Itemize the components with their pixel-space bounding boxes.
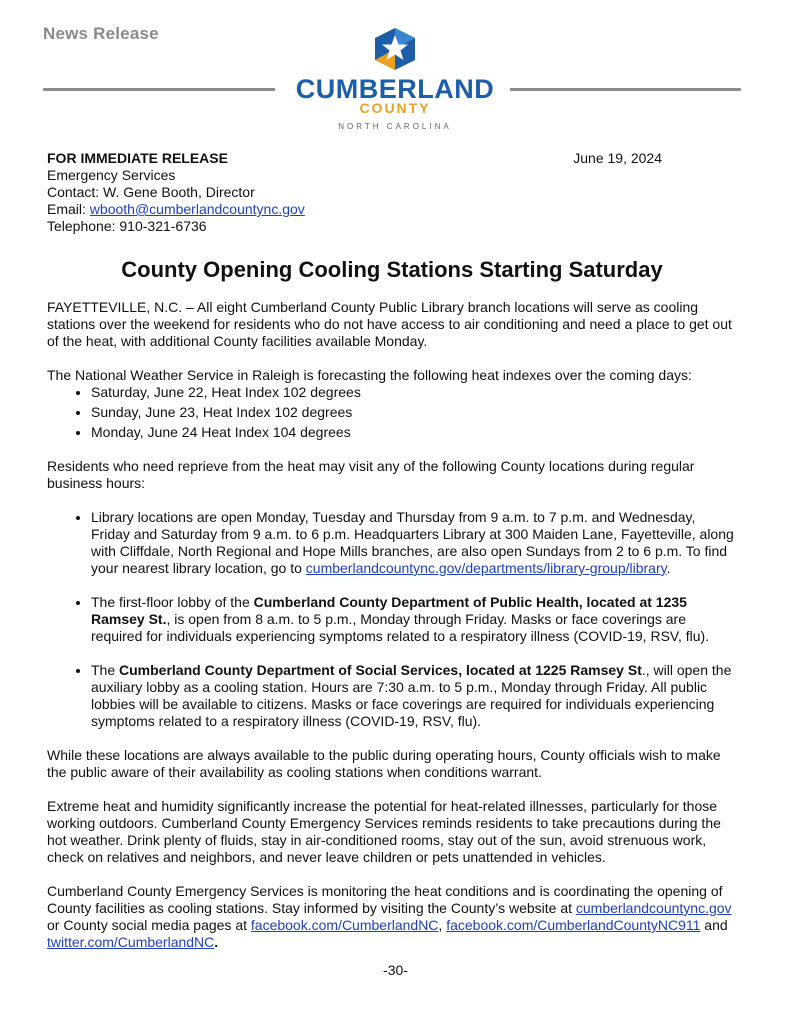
locations-list [47,509,737,730]
contact: Contact: W. Gene Booth, Director [47,184,255,200]
list-item-public-health: • The first-floor lobby of the Cumberland County Department of Public Health, located at 1235 Ramsey St., is open from 8 a.m. to 5 p.m., Monday through Friday. Masks or face coverings are required for individuals experiencing symptoms related to a respiratory illness (COVID-19, RSV, flu). [91,594,737,645]
release-label: FOR IMMEDIATE RELEASE [47,150,228,166]
logo-state: NORTH CAROLINA [338,122,452,131]
release-date: June 19, 2024 [573,150,662,166]
logo-title: CUMBERLAND [295,74,495,104]
email-line [47,201,737,218]
header-rule-left [43,88,275,91]
forecast-list [47,384,737,441]
list-item-library: • Library locations are open Monday, Tuesday and Thursday from 9 a.m. to 7 p.m. and Wednesday, Friday and Saturday from 9 a.m. to 6 p.m. Headquarters Library at 300 Maiden Lane, Fayetteville, along with Cliffdale, North Regional and Hope Mills branches, are also open Sundays from 2 to 6 p.m. To find your nearest library location, go to cumberlandcountync.gov/departments/library-group/library. [91,509,737,577]
county-website-link[interactable]: cumberlandcountync.gov [575,900,732,916]
list-item: • Saturday, June 22, Heat Index 102 degrees [91,384,737,401]
header-rule-right [510,88,741,91]
page-title: County Opening Cooling Stations Starting Saturday [121,257,663,282]
press-release-body [47,150,737,968]
list-item: • Sunday, June 23, Heat Index 102 degrees [91,404,737,421]
twitter-link[interactable]: twitter.com/CumberlandNC [47,934,215,950]
availability-paragraph: While these locations are always available to the public during operating hours, County officials wish to make the public aware of their availability as cooling stations when conditions warrant. [47,747,721,780]
department: Emergency Services [47,167,176,183]
intro-paragraph: FAYETTEVILLE, N.C. – All eight Cumberland County Public Library branch locations will serve as cooling stations over the weekend for residents who do not have access to air conditioning and need a place to get out of the heat, with additional County facilities available Monday. [47,299,732,349]
email-link[interactable]: wbooth@cumberlandcountync.gov [89,201,305,217]
logo-county: COUNTY [359,100,431,116]
facebook-link-911[interactable]: facebook.com/CumberlandCountyNC911 [446,917,701,933]
email-label: Email: [47,201,90,217]
monitoring-paragraph: Cumberland County Emergency Services is monitoring the heat conditions and is coordinating the opening of County facilities as cooling stations. Stay informed by visiting the County’s website at cumberlandcountync.gov or County social media pages at facebook.com/CumberlandNC, facebook.com/CumberlandCountyNC911 and twitter.com/CumberlandNC. [47,883,732,950]
county-logo-star-icon [372,26,418,72]
list-item-social-services: • The Cumberland County Department of Social Services, located at 1225 Ramsey St., will open the auxiliary lobby as a cooling station. Hours are 7:30 a.m. to 5 p.m., Monday through Friday. All public lobbies will be available to citizens. Masks or face coverings are required for individuals experiencing symptoms related to a respiratory illness (COVID-19, RSV, flu). [91,662,737,730]
forecast-intro: The National Weather Service in Raleigh is forecasting the following heat indexes over the coming days: [47,367,692,383]
telephone: Telephone: 910-321-6736 [47,218,207,234]
facebook-link-cumberland[interactable]: facebook.com/CumberlandNC [250,917,439,933]
library-link[interactable]: cumberlandcountync.gov/departments/library-group/library [305,560,667,576]
news-release-label: News Release [43,24,159,43]
residents-intro: Residents who need reprieve from the heat may visit any of the following County locations during regular business hours: [47,458,695,491]
list-item: • Monday, June 24 Heat Index 104 degrees [91,424,737,441]
page-end-marker: -30- [383,962,408,978]
extreme-heat-paragraph: Extreme heat and humidity significantly increase the potential for heat-related illnesses, particularly for those working outdoors. Cumberland County Emergency Services reminds residents to take precautions during the hot weather. Drink plenty of fluids, stay in air-conditioned rooms, stay out of the sun, avoid strenuous work, check on relatives and neighbors, and never leave children or pets unattended in vehicles. [47,798,721,865]
